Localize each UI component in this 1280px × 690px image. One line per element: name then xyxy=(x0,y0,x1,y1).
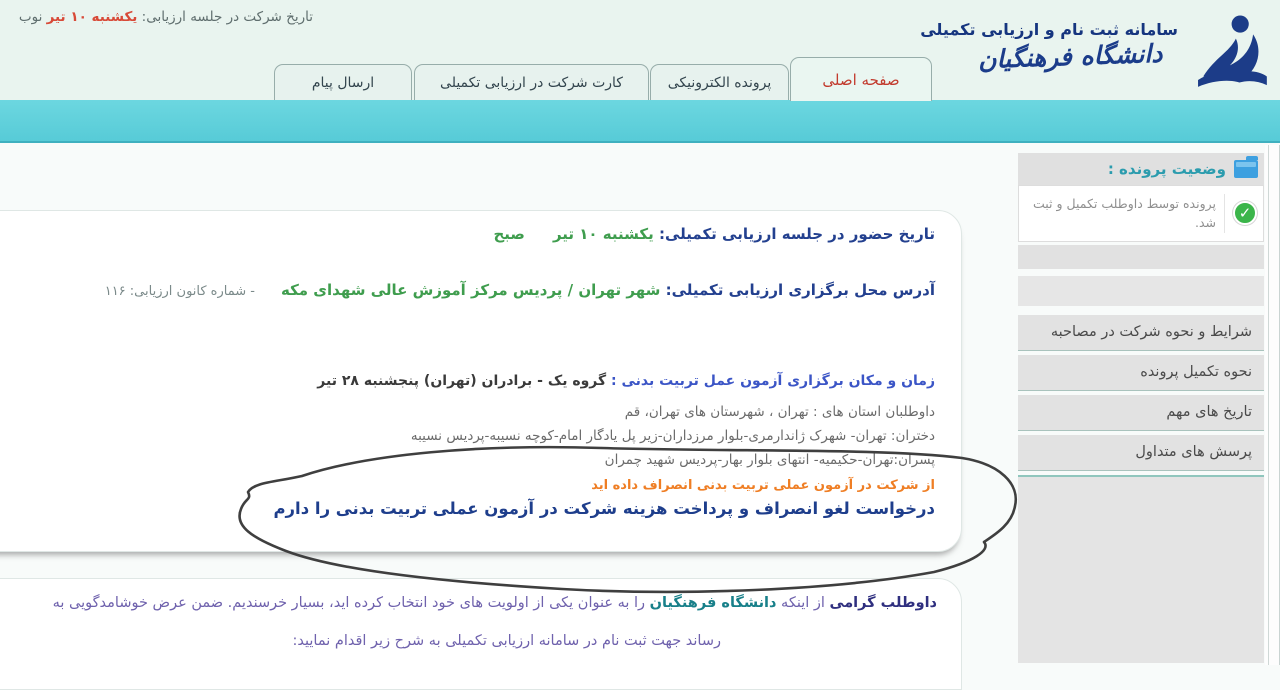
file-status-message: پرونده توسط داوطلب تکمیل و ثبت شد. xyxy=(1025,194,1225,233)
folder-icon xyxy=(1234,160,1258,178)
pe-exam-provinces: داوطلبان استان های : تهران ، شهرستان های تهران، قم xyxy=(624,404,935,420)
welcome-card xyxy=(0,578,962,690)
venue-address-line xyxy=(105,281,935,299)
sidebar-filler-panel xyxy=(1018,475,1264,663)
pe-exam-value: گروه یک - برادران (تهران) پنجشنبه ۲۸ تیر xyxy=(317,373,607,389)
tab-evaluation-card[interactable]: کارت شرکت در ارزیابی تکمیلی xyxy=(414,64,649,101)
sidebar-spacer xyxy=(1018,276,1264,306)
university-emblem-icon xyxy=(1186,5,1272,93)
file-status-box xyxy=(1018,185,1264,242)
evaluation-info-card xyxy=(0,210,962,552)
check-circle-icon: ✓ xyxy=(1233,201,1257,225)
tab-send-message[interactable]: ارسال پیام xyxy=(274,64,412,101)
welcome-mid2: را به عنوان یکی از اولویت های خود انتخاب کرده اید، بسیار خرسندیم. ضمن عرض خوشامدگویی به xyxy=(52,595,650,611)
tab-home[interactable]: صفحه اصلی xyxy=(790,57,932,101)
page-header xyxy=(0,0,1280,100)
sidebar-item-file-completion[interactable]: نحوه تکمیل پرونده xyxy=(1018,355,1264,391)
venue-address-label: آدرس محل برگزاری ارزیابی تکمیلی: xyxy=(665,281,935,299)
welcome-line-2: رساند جهت ثبت نام در سامانه ارزیابی تکمیلی به شرح زیر اقدام نمایید: xyxy=(292,633,721,649)
sidebar xyxy=(1018,153,1264,663)
portal-title: سامانه ثبت نام و ارزیابی تکمیلی xyxy=(920,20,1178,39)
attendance-date-value: یکشنبه ۱۰ تیر xyxy=(552,225,659,243)
welcome-university-name: دانشگاه فرهنگیان xyxy=(649,595,777,611)
sidebar-item-interview-conditions[interactable]: شرایط و نحوه شرکت در مصاحبه xyxy=(1018,315,1264,351)
sidebar-spacer xyxy=(1018,245,1264,269)
scrollbar-track[interactable] xyxy=(1265,145,1280,665)
session-date-value: یکشنبه ۱۰ تیر xyxy=(46,9,138,25)
file-status-header-label: وضعیت پرونده : xyxy=(1107,160,1226,178)
pe-exam-label: زمان و مکان برگزاری آزمون عمل تربیت بدنی : xyxy=(606,373,935,389)
attendance-shift-value: صبح xyxy=(493,225,525,243)
tab-electronic-file[interactable]: پرونده الکترونیکی xyxy=(650,64,789,101)
sidebar-item-faq[interactable]: پرسش های متداول xyxy=(1018,435,1264,471)
session-date-suffix: نوب xyxy=(18,9,47,25)
sidebar-menu xyxy=(1018,315,1264,471)
venue-address-value: شهر تهران / پردیس مرکز آموزش عالی شهدای مکه xyxy=(280,281,666,299)
attendance-date-line xyxy=(494,225,936,243)
file-status-header xyxy=(1018,153,1264,185)
teal-divider-bar xyxy=(0,100,1280,143)
welcome-greeting: داوطلب گرامی xyxy=(829,595,937,611)
welcome-line-1 xyxy=(53,595,937,611)
withdrawal-notice: از شرکت در آزمون عملی تربیت بدنی انصراف داده اید xyxy=(591,478,935,493)
evaluation-center-number: - شماره کانون ارزیابی: ۱۱۶ xyxy=(104,284,255,299)
pe-exam-schedule-line xyxy=(317,373,935,389)
cancel-withdrawal-link[interactable]: درخواست لغو انصراف و پرداخت هزینه شرکت در آزمون عملی تربیت بدنی را دارم xyxy=(273,499,935,518)
attendance-date-label: تاریخ حضور در جلسه ارزیابی تکمیلی: xyxy=(658,225,935,243)
university-name-calligraphy: دانشگاه فرهنگیان xyxy=(977,38,1163,75)
sidebar-item-important-dates[interactable]: تاریخ های مهم xyxy=(1018,395,1264,431)
pe-exam-girls-address: دختران: تهران- شهرک ژاندارمری-بلوار مرزداران-زیر پل یادگار امام-کوچه نسیبه-پردیس نسیبه xyxy=(410,428,935,444)
session-date-label: تاریخ شرکت در جلسه ارزیابی: xyxy=(137,9,313,25)
session-date-notice xyxy=(19,9,313,25)
welcome-mid1: از اینکه xyxy=(776,595,830,611)
pe-exam-boys-address: پسران:تهران-حکیمیه- انتهای بلوار بهار-پردیس شهید چمران xyxy=(604,452,935,468)
